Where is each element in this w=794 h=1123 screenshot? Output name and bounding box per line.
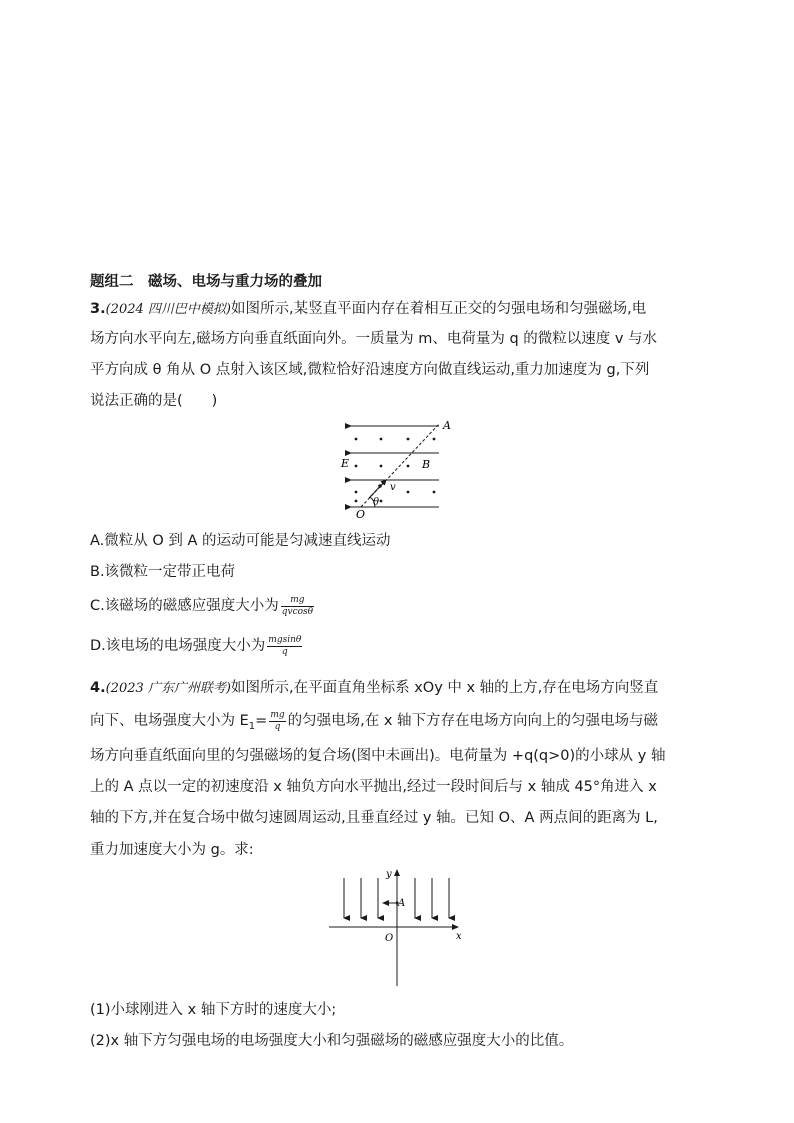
q4-source: (2023 广东广州联考) xyxy=(105,681,231,696)
q4-line-2 xyxy=(90,709,658,733)
q3-line-4: 说法正确的是( ) xyxy=(90,393,218,409)
label-x: x xyxy=(456,931,462,942)
label-O-origin: O xyxy=(385,933,394,944)
q4-line-5: 轴的下方,并在复合场中做匀速圆周运动,且垂直经过 y 轴。已知 O、A 两点间的距离为 L, xyxy=(90,810,658,826)
q3-field-diagram xyxy=(335,418,465,520)
label-O: O xyxy=(356,508,366,520)
q3-option-d-text: D.该电场的电场强度大小为 xyxy=(90,638,266,654)
q3-line-1 xyxy=(90,297,646,318)
label-E: E xyxy=(341,457,350,470)
q3-option-c-denominator: qvcosθ xyxy=(281,606,314,617)
q4-line-4: 上的 A 点以一定的初速度沿 x 轴负方向水平抛出,经过一段时间后与 x 轴成 45°角进入 x xyxy=(90,779,657,795)
q3-option-d-denominator: q xyxy=(281,646,288,657)
q3-option-a: A.微粒从 O 到 A 的运动可能是匀减速直线运动 xyxy=(90,533,391,549)
q4-text-1: 如图所示,在平面直角坐标系 xOy 中 x 轴的上方,存在电场方向竖直 xyxy=(230,680,659,696)
q3-option-d xyxy=(90,634,304,658)
q3-option-d-numerator: mgsinθ xyxy=(268,634,302,645)
q3-option-c xyxy=(90,594,316,618)
q4-subscript-1: 1 xyxy=(248,720,256,732)
q3-option-b: B.该微粒一定带正电荷 xyxy=(90,564,236,580)
label-v: v xyxy=(390,482,396,493)
q4-text-2a: 向下、电场强度大小为 E xyxy=(90,713,249,729)
q4-part-1: (1)小球刚进入 x 轴下方时的速度大小; xyxy=(90,1002,337,1018)
q4-part-2: (2)x 轴下方匀强电场的电场强度大小和匀强磁场的磁感应强度大小的比值。 xyxy=(90,1033,574,1049)
q3-line-3: 平方向成 θ 角从 O 点射入该区域,微粒恰好沿速度方向做直线运动,重力加速度为 g,下列 xyxy=(90,362,650,378)
q4-fraction xyxy=(269,710,285,733)
label-theta: θ xyxy=(373,497,380,508)
q4-line-1 xyxy=(90,676,658,697)
q4-line-6: 重力加速度大小为 g。求: xyxy=(90,842,254,858)
particle-dot xyxy=(378,484,382,488)
q3-option-c-numerator: mg xyxy=(281,595,314,607)
q4-line-3: 场方向垂直纸面向里的匀强磁场的复合场(图中未画出)。电荷量为 +q(q>0)的小球从 y 轴 xyxy=(90,748,666,764)
q4-numerator: mg xyxy=(270,709,285,720)
q4-coordinate-diagram xyxy=(325,866,475,988)
q3-source: (2024 四川巴中模拟) xyxy=(105,302,231,317)
label-A-point: A xyxy=(398,898,406,909)
label-y: y xyxy=(386,869,392,880)
q3-line-2: 场方向水平向左,磁场方向垂直纸面向外。一质量为 m、电荷量为 q 的微粒以速度 v 与水 xyxy=(90,331,658,347)
label-A: A xyxy=(443,419,451,432)
section-title: 题组二 磁场、电场与重力场的叠加 xyxy=(90,274,322,290)
q4-number: 4. xyxy=(90,680,106,696)
q3-text-1: 如图所示,某竖直平面内存在着相互正交的匀强电场和匀强磁场,电 xyxy=(230,301,647,317)
q3-option-c-fraction xyxy=(281,595,314,618)
q3-number: 3. xyxy=(90,301,106,317)
q4-text-2b: 的匀强电场,在 x 轴下方存在电场方向向上的匀强电场与磁 xyxy=(287,713,659,729)
q4-equals: = xyxy=(255,713,268,729)
label-B: B xyxy=(422,458,431,471)
q3-option-d-fraction xyxy=(267,635,302,658)
q4-denominator: q xyxy=(274,721,281,732)
velocity-arrow xyxy=(369,480,386,498)
q3-option-c-text: C.该磁场的磁感应强度大小为 xyxy=(90,598,279,614)
